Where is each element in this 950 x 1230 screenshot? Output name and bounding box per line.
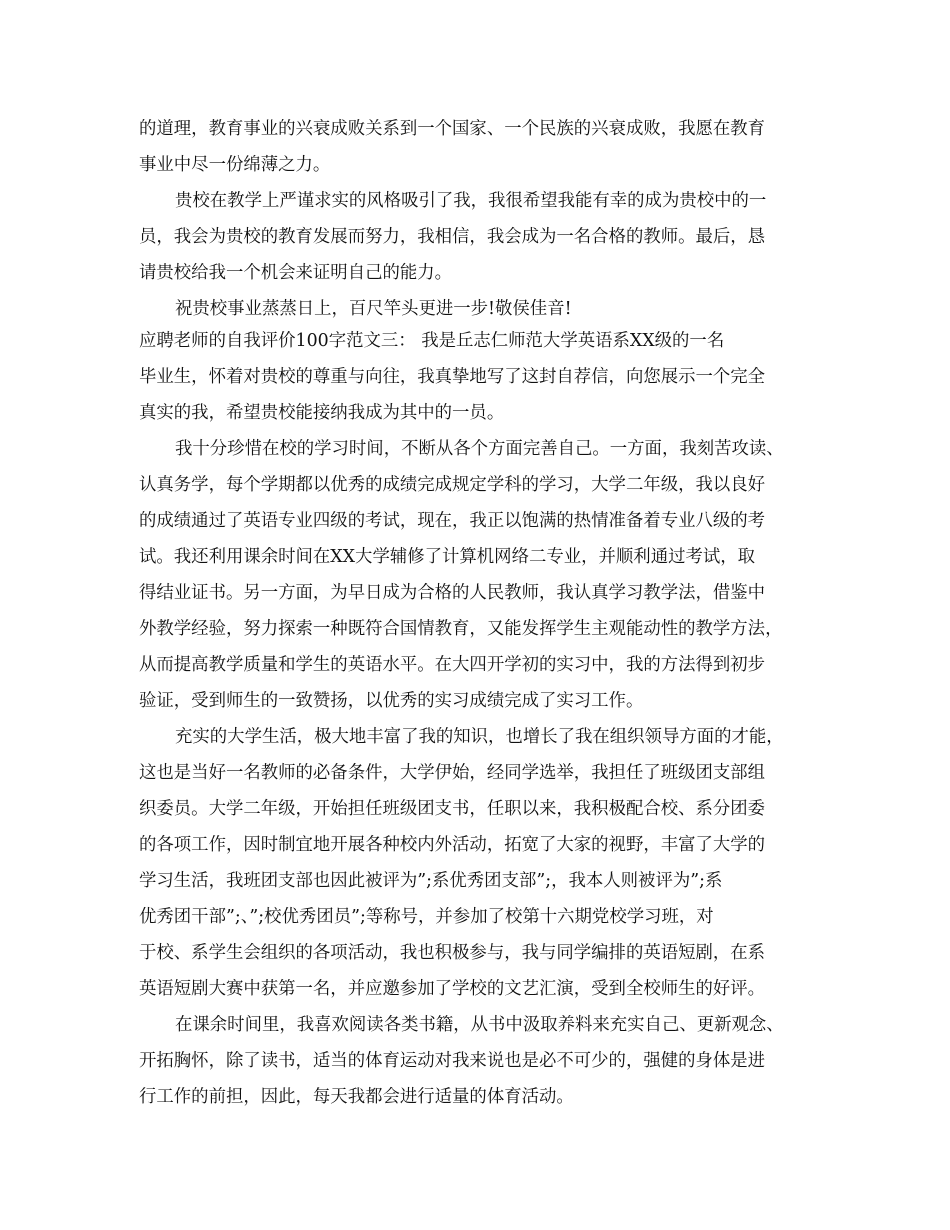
text-line: 英语短剧大赛中获第一名，并应邀参加了学校的文艺汇演，受到全校师生的好评。 — [139, 979, 766, 999]
text-line: 祝贵校事业蒸蒸日上，百尺竿头更进一步!敬侯佳音! — [175, 299, 572, 319]
text-line: 验证，受到师生的一致赞扬，以优秀的实习成绩完成了实习工作。 — [139, 691, 644, 711]
text-line: 的道理，教育事业的兴衰成败关系到一个国家、一个民族的兴衰成败，我愿在教育 — [139, 119, 766, 139]
text-line: 贵校在教学上严谨求实的风格吸引了我，我很希望我能有幸的成为贵校中的一 — [175, 191, 767, 211]
text-line: 织委员。大学二年级，开始担任班级团支书，任职以来，我积极配合校、系分团委 — [139, 799, 766, 819]
text-line: 毕业生，怀着对贵校的尊重与向往，我真挚地写了这封自荐信，向您展示一个完全 — [139, 367, 766, 387]
text-line: 员，我会为贵校的教育发展而努力，我相信，我会成为一名合格的教师。最后，恳 — [139, 227, 766, 247]
text-line: 应聘老师的自我评价100字范文三： 我是丘志仁师范大学英语系XX级的一名 — [139, 331, 725, 351]
text-line: 试。我还利用课余时间在XX大学辅修了计算机网络二专业，并顺利通过考试，取 — [139, 547, 756, 567]
text-line: 真实的我，希望贵校能接纳我成为其中的一员。 — [139, 403, 505, 423]
text-line: 于校、系学生会组织的各项活动，我也积极参与，我与同学编排的英语短剧，在系 — [139, 943, 766, 963]
text-line: 得结业证书。另一方面，为早日成为合格的人民教师，我认真学习教学法，借鉴中 — [139, 583, 766, 603]
text-line: 优秀团干部”;、”;校优秀团员”;等称号，并参加了校第十六期党校学习班，对 — [139, 907, 714, 927]
text-line: 从而提高教学质量和学生的英语水平。在大四开学初的实习中，我的方法得到初步 — [139, 655, 766, 675]
text-line: 在课余时间里，我喜欢阅读各类书籍，从书中汲取养料来充实自己、更新观念、 — [175, 1015, 784, 1035]
text-line: 充实的大学生活，极大地丰富了我的知识，也增长了我在组织领导方面的才能， — [175, 727, 784, 747]
text-line: 行工作的前担，因此，每天我都会进行适量的体育活动。 — [139, 1087, 574, 1107]
text-line: 的各项工作，因时制宜地开展各种校内外活动，拓宽了大家的视野，丰富了大学的 — [139, 835, 766, 855]
text-line: 开拓胸怀，除了读书，适当的体育运动对我来说也是必不可少的，强健的身体是进 — [139, 1051, 766, 1071]
text-line: 的成绩通过了英语专业四级的考试，现在，我正以饱满的热情准备着专业八级的考 — [139, 511, 766, 531]
text-line: 认真务学，每个学期都以优秀的成绩完成规定学科的学习，大学二年级，我以良好 — [139, 475, 766, 495]
text-line: 外教学经验，努力探索一种既符合国情教育，又能发挥学生主观能动性的教学方法， — [139, 619, 783, 639]
text-line: 请贵校给我一个机会来证明自己的能力。 — [139, 263, 453, 283]
text-line: 这也是当好一名教师的必备条件，大学伊始，经同学选举，我担任了班级团支部组 — [139, 763, 766, 783]
text-line: 事业中尽一份绵薄之力。 — [139, 155, 331, 175]
text-line: 我十分珍惜在校的学习时间，不断从各个方面完善自己。一方面，我刻苦攻读、 — [175, 439, 784, 459]
text-line: 学习生活，我班团支部也因此被评为”;系优秀团支部”;，我本人则被评为”;系 — [139, 871, 723, 891]
